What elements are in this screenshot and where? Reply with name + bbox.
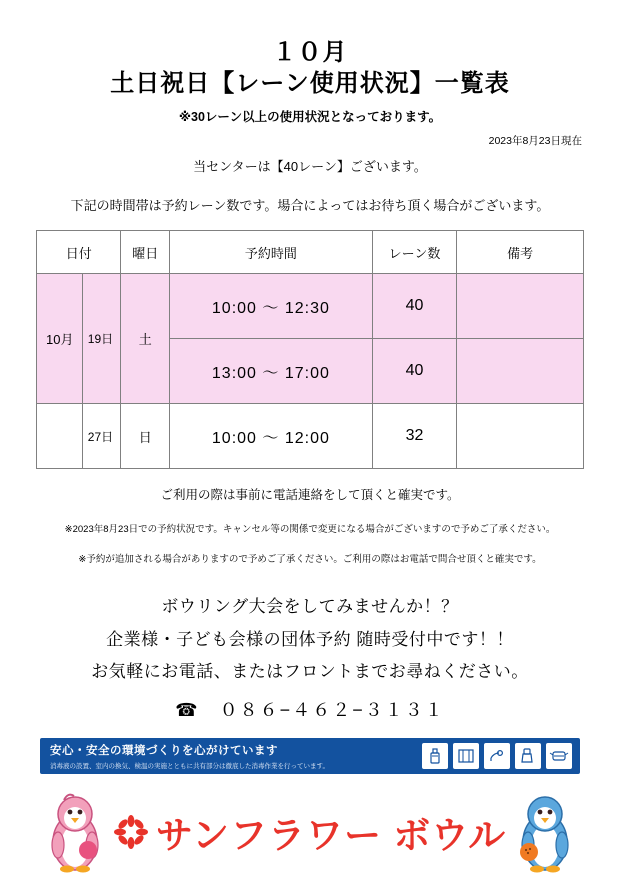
safety-banner-title: 安心・安全の環境づくりを心がけています: [50, 745, 278, 758]
cell-note: [457, 404, 584, 469]
cell-lanes: 40: [372, 274, 456, 339]
cell-month: [37, 404, 83, 469]
ventilation-icon: [453, 743, 479, 769]
schedule-table-wrap: [36, 230, 584, 469]
cell-lanes: 32: [372, 404, 456, 469]
column-header-date: 日付: [37, 231, 121, 274]
flower-icon: [114, 815, 148, 849]
lead-note: 下記の時間帯は予約レーン数です。場合によってはお待ち頂く場合がございます。: [70, 198, 550, 214]
table-header-row: [37, 231, 584, 274]
thermometer-icon: [484, 743, 510, 769]
promo-line-3: お気軽にお電話、またはフロントまでお尋ねください。: [91, 662, 529, 682]
cell-time: 10:00 ～ 12:00: [170, 404, 373, 469]
as-of-date: 2023年8月23日現在: [488, 135, 582, 148]
subtitle: ※30レーン以上の使用状況となっております。: [178, 110, 442, 125]
cell-dow: 日: [121, 404, 170, 469]
table-row: [37, 274, 584, 339]
cell-month: 10月: [37, 274, 83, 404]
cleaning-icon: [515, 743, 541, 769]
column-header-lanes: レーン数: [372, 231, 456, 274]
brand-logo-text: サンフラワー ボウル: [155, 815, 507, 857]
safety-banner-subtitle: 消毒液の設置、室内の換気、検温の実施とともに共有部分は徹底した消毒作業を行っています。: [50, 763, 329, 771]
cell-day: 27日: [83, 404, 121, 469]
telephone-number: ☎ ０８６−４６２−３１３１: [175, 700, 445, 721]
column-header-note: 備考: [457, 231, 584, 274]
safety-banner-text: [40, 742, 422, 770]
safety-banner-icons: [422, 743, 580, 769]
page-title-month: １０月: [272, 39, 348, 66]
promo-line-2: 企業様・子ども会様の団体予約 随時受付中です！！: [106, 629, 514, 649]
disclaimer-note-1: ※2023年8月23日での予約状況です。キャンセル等の関係で変更になる場合がございますので予めご了承ください。: [64, 524, 556, 536]
cell-time: 13:00 ～ 17:00: [170, 339, 373, 404]
cell-note: [457, 274, 584, 339]
cell-day: 19日: [83, 274, 121, 404]
promo-line-1: ボウリング大会をしてみませんか！？: [161, 597, 459, 617]
table-row: [37, 404, 584, 469]
schedule-table: [36, 230, 584, 469]
column-header-time: 予約時間: [170, 231, 373, 274]
cell-lanes: 40: [372, 339, 456, 404]
page-title: 土日祝日【レーン使用状況】一覧表: [110, 69, 510, 97]
cell-time: 10:00 ～ 12:30: [170, 274, 373, 339]
disclaimer-note-2: ※予約が追加される場合がありますので予めご了承ください。ご利用の際はお電話で問合せ頂くと確実です。: [78, 554, 542, 566]
column-header-dow: 曜日: [121, 231, 170, 274]
penguin-blue-mascot: [514, 790, 576, 874]
mask-icon: [546, 743, 572, 769]
penguin-pink-mascot: [44, 790, 106, 874]
header-block: [0, 0, 620, 125]
reservation-note: ご利用の際は事前に電話連絡をして頂くと確実です。: [160, 488, 460, 503]
cell-note: [457, 339, 584, 404]
promo-block: [0, 591, 620, 688]
cell-dow: 土: [121, 274, 170, 404]
sanitizer-icon: [422, 743, 448, 769]
safety-banner: [40, 738, 580, 774]
center-lane-count-note: 当センターは【40レーン】ございます。: [193, 159, 427, 175]
logo-row: [0, 786, 620, 878]
